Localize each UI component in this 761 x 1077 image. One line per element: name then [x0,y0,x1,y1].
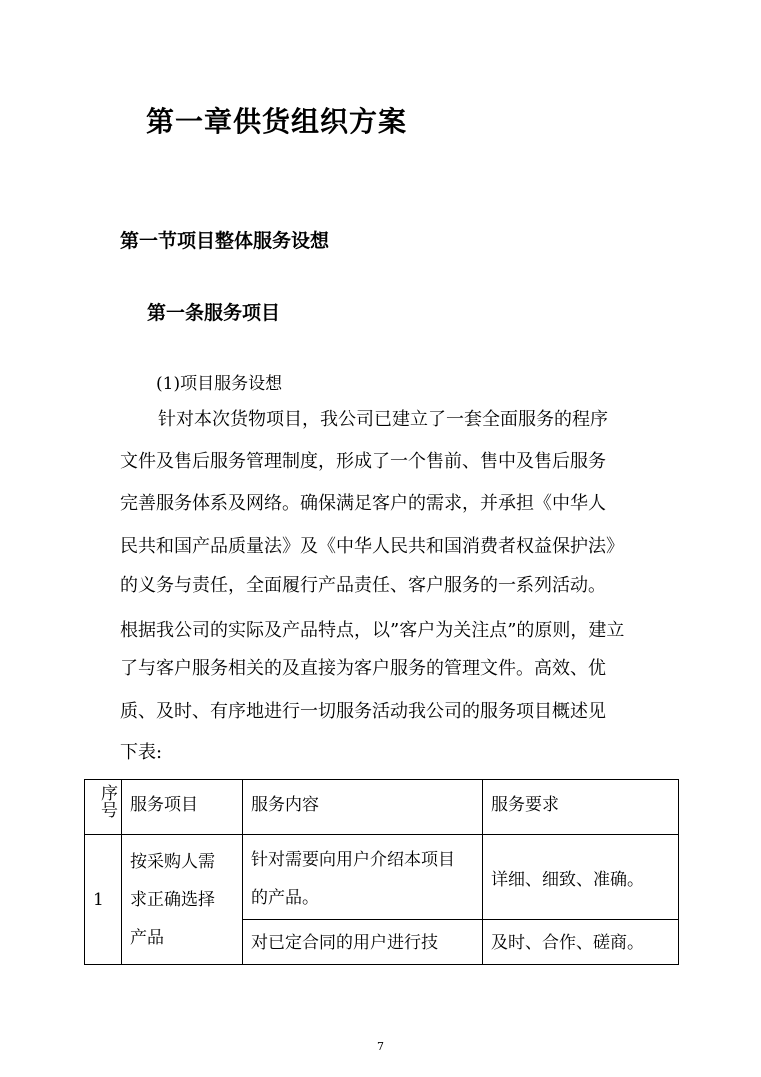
section-title: 第一节项目整体服务设想 [120,230,330,252]
header-requirement [483,780,679,835]
row-content-line: 对已定合同的用户进行技 [251,933,438,953]
header-item-label: 服务项目 [130,795,198,815]
row-item-line: 求正确选择 [130,890,215,910]
row-requirement: 详细、细致、准确。 [483,835,679,920]
header-content [243,780,483,835]
row-content [243,835,483,920]
chapter-title: 第一章供货组织方案 [146,105,408,138]
paragraph-line: 的义务与责任，全面履行产品责任、客户服务的一系列活动。 [120,575,606,596]
table-row [85,835,679,920]
header-seq [85,780,122,835]
service-table [84,779,679,965]
row-content [243,920,483,965]
paragraph-line: 完善服务体系及网络。确保满足客户的需求，并承担《中华人 [120,493,606,514]
row-item-line: 按采购人需 [130,852,215,872]
row-content-line: 的产品。 [251,888,319,908]
paragraph-line: 民共和国产品质量法》及《中华人民共和国消费者权益保护法》 [120,536,624,557]
table-header-row [85,780,679,835]
header-seq-line: 序 [101,784,118,804]
header-content-label: 服务内容 [251,795,319,815]
paragraph-line: 质、及时、有序地进行一切服务活动我公司的服务项目概述见 [120,701,606,722]
header-seq-line: 号 [101,801,118,821]
paragraph-line: 根据我公司的实际及产品特点，以”客户为关注点”的原则，建立 [120,620,625,641]
paragraph-line: 文件及售后服务管理制度，形成了一个售前、售中及售后服务 [120,451,606,472]
paragraph-line: 了与客户服务相关的及直接为客户服务的管理文件。高效、优 [120,658,606,679]
row-number: 1 [85,835,122,965]
row-item [122,835,243,965]
row-content-line: 针对需要向用户介绍本项目 [251,850,455,870]
paragraph-line: 针对本次货物项目，我公司已建立了一套全面服务的程序 [158,409,608,430]
header-item [122,780,243,835]
paragraph-line: 下表: [120,742,163,763]
article-title: 第一条服务项目 [147,302,281,324]
page-number: 7 [377,1040,384,1053]
row-requirement: 及时、合作、磋商。 [483,920,679,965]
subsection-title: (1)项目服务设想 [156,374,283,394]
row-item-line: 产品 [130,928,164,948]
header-requirement-label: 服务要求 [491,795,559,815]
